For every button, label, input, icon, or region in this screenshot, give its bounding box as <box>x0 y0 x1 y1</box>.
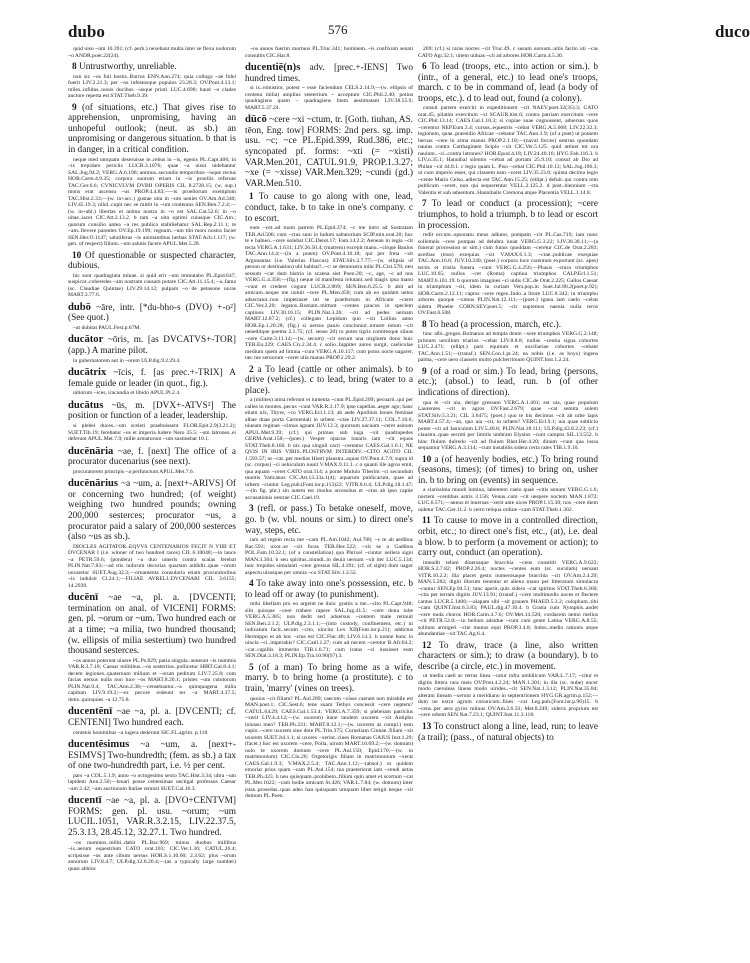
sense-definition <box>245 365 413 397</box>
headword: ducātrix <box>68 367 107 379</box>
entry-definition: ~a ~um, a. [next+-ESIMVS] Two-hundredth; (fem. as sb.) a tax of one two-hundredth part, i.e. ½ per cent. <box>68 740 236 772</box>
sense-definition <box>245 504 413 536</box>
sense-definition <box>418 722 598 743</box>
citation-text: ~os annos fuerim mortuos PL.Truc.341; hominem..~is confixum senati consultis CIC.Har.8. <box>245 46 413 59</box>
sense-text: To cause to go along with one, lead, conduct, take. b to take in one's company. c to escort. <box>245 192 413 224</box>
citation-text: qua te ~cit uia, derige gressum VERG.A.1.401; est uia, quae populum Laurentes ~cit in agros OV.Fast.2.679; quae ~cat semita solem STAT.Silv.5.3.21; CIL 3.6475; (poet.) quo te bis decimus ~cit ab urbe lapis MART.4.57.4;—an, quo uia ~cit, in urbem? VERG.Ecl.9.1; uia quae sublicio ponte ~cit ad Ianiculum LIV.5.40.8; PLIN.Nat.18.111; ULP.dig.43.8.2.23; (cf.) claustra..quae secreti per limitis umbram Elysios ~cunt campos SIL.13.552. b hinc fluium dulredo ~cit ad fluium Rhet.Her.4.20; dinum ~cunt qua iussa sequamur VERG.A.3.114; ~cunt instabilis sidera certa rates TIB.1.9.10. <box>418 399 598 452</box>
citation-text: neque med umquam deseruisse te..rebus in ~is, egenis PL.Capt.406; in ~is trepidare periclis LUCR.3.1076; quae ~a uisui uidebantur SAL.Jug.94.2; VERG.A.6.196; animus..secundis temporibus ~isque rectus HOR.Carm.4.9.35; corpora suorum etiam in ~is proeliis referunt TAC.Ger.6.6; CVNICVLVM DVBII OPERIS CIL 8.2728.15; (w. sup.) mons erat ascensu ~us PROP.4.4.83;—~is proeliorum exemplum TAC.Hist.2.33;—(w. in+acc.) gustae uita in ~um ueniet OV.Am.Ad.340; LIV.45.19.3; nihil..cupit nec se mittit in ~um contentus SEN.Ben.7.2.4;—(w. in+abl.) libertas et anima nostra in ~o est SAL.Cat.52.6; in ~o uitae..iacet CIC.Att.2.13.2. b tam ~a uita optimi cuiusque CIC.Am.; quorum consilio antea ~a res publica stabiliebatur SAL.Rep.2.11.1; te ~am..flevere parentes OV.Ep.19.199; regnum..~um tibi mors nostra faciet SEN.Her.O.1147; salutiferas ~is animantibus herbas STAT.Ach.1.117; (w. gen. of respect) filium..~um salutis facere APUL.Met.5.28. <box>68 156 236 248</box>
sense-text: Untrustworthy, unreliable. <box>78 62 177 72</box>
citation-text: consul partem exerciti in expeditionem ~cit NAEV.poet.32(35).3; CATO orat.45; pilatim exercitum ~xi SCAUR.hist.6; contra patriam exercitum ~cere CIC.Phil.13.14; CAES.Gal.1.10.3; si copiae suae cognossent, aduersus quos ~cerentur NEP.Eum.3.4; cursus..equestris ~cebat VERG.A.5.668; LIV.22.32.3; legionem, quae..praesidio Africae ~cebatur TAC.Ann.3.9; (of a poet) ut possem heroas ~cere in arma manus PROP.2.1.18;—(naval forces) uestrus quondam nautas contra Carthaginem Scipio ~xit CIC.Ver.5.125. quid attinet tot ora nauium..~ci..contra latrones? HOR.Epod.4.18; LIV.24.40.16; HYG.Fab.116.3. b LIV.n.35.1; Hannibal silentio ~cebat ad portam 25.9.10; consul ab Dio ad Philan ~cit 44.8.1. c legio quam L. Piso ~cebat CIC.Phil.10.13; SAL.Jug.106.3; ut cum imperio esset, qui classem eam ~ceret LIV.35.23.6; quinta decima legio ~cente Mario Celso..adiecta est TAC.Ann.15.25; (ellipt.) defuit..qui contra rem publicam ~ceret, non qui sequerentur VELL.2.125.2. d post..biennium ~cta Valentia et sub aduentum..Hannibalis Cremona atque Placentia VELL.1.14.8. <box>418 105 598 196</box>
sense-text: To lead or conduct (a procession); ~cere triumphos, to hold a triumph. b to lead or escort in procession. <box>418 199 598 231</box>
page-number: 576 <box>328 22 348 37</box>
citation-text: quid uisu ~um 10.391; (cf. perh.) nexebant multa inter se flexu nodorum ~o ANDR.poet.22(24). <box>68 46 236 59</box>
headword: dubō <box>68 301 91 313</box>
citation-text: quoius ~cit filiam? PL.Aul.289; caecum ~xisse caeram non mirabile est MAN.poet.1; CIC.Sest.6; tene suam Tethys concessit ~cere neptem? CATUL.64.29; CAES.Gal.1.53.4; VERG.A.7.359; si plebeiam patricius ~xerit LIV.4.4.12;—(w. uxorem) itane tandem uxorem ~xit Antipho iniussu meo? TER.Ph.231; MART.8.12.1;—(w. uxorem as compl.) eam cupio..~cere uxorem sine dote PL.Trin.375; Corneliam Cinnae..filiam ~xit uxorem SUET.Jul.1.1; si uxores ~xerint..ciues Romanas GAIUS Inst.1.29; (facet.) hoc est uxorem ~cere, Polla, uirum MART.10.69.2;—(w. domum) uolo te uxorem domum ~cere PL.Aul.150; Epid.170;—(w. in matrimonium) CIC.Clu.26; Orgetorigis filiam in matrimonium ~xerat CAES.Gal.1.9.3; V.MAX.2.5.4; TAC.Ann.1.12;—(absol.) ut quidem emoriar prius quam ~cam PL.Aul.154; tua praeterierat iam ~cendi aetas TER.Ph.423. b neu quisquam..prohibeto..filium quin amet et scortum ~cat PL.Mer.1022; ~cam hodie amicam St.426; VAR.L.7.84; (w. domum) inter istas..prosedas..quas adeo hau quisquam umquam liber tetigit neque ~xit domum PL.Poen. <box>245 695 413 800</box>
columns <box>68 46 750 963</box>
dictionary-entry <box>245 115 413 189</box>
citation-text: hinc albi..greges..Romanos ad templa deum ~xere triumphos VERG.G.2.148; primum uexillum triarios ~cebat LIV.8.8.8; nullas ~centia signa cohortes LUC.2.471; (ellipt.) pars equitum et auxiliariae cohortes ~cebant TAC.Ann.1.51;—(transf.) SEN.Con.1.pr.24; ea nobis (i.e. as boys) ingens palma, ~cere uero classem multo pulcherrimum QUINT.Inst.1.2.24. <box>418 331 598 364</box>
headword: ducentī <box>68 795 102 807</box>
dictionary-entry <box>68 593 236 657</box>
citation-text: redit eccum..opsonatu meus adiutor, pompam ~cit PL.Cas.719; iam nunc sollemnis ~cere pompas ad delubra iuuat VERG.G.3.22; LIV.30.38.11;—(a funeral procession or sim.) cum funus quoddam ~ceretur CIC.de Orat.2.283; acerbas (eius) exequias ~xit V.MAX.6.1.3; ~ctae..publicae exequiae TAC.Ann.16.6; JUV.10.240; (poet.) corpora luce carentum exportant (sc. apes) tectis et tristia funera ~cunt VERG.G.4.256;—Phasis ~ctura triumphos LUC.10.65; nullos ~cet (Roma) captiua triumphos CALP.Ecl.1.51; MART.6.101.19. b quorum imagines ~ci uidis CIC.de Orat.2.225; Gallos Caesar in triumphum ~cit, idem in curiam Vers.pop.in Suet.Jul.80.2(poet.p.92); HOR.Carm.2.12.11; captos ~cere reges..Indo..a litore LUC.8.342; in triumpho arbores quoque ~ximus PLIN.Nat.12.111;—(poet.) ignea iam caelo ~cebat sidera Phoebe CORN.SEV.poet.5; ~cit supremos naenia nulla teros OV.Fast.6.508. <box>418 232 598 317</box>
citation-text: ~os nummos..militi..dabit PL.Bac.969; minus duobus millibus ~is..aerum equestrium CATO orat.103; CIC.Ver.1.36; CATUL.26.4; scripsisse ~os ante cibum uersus HOR.S.1.10.60; 2.3.62; plus ~orum annorum LIV.8.4.7; ULP.dig.12.6.26.4;—(as a typically large number) quasi abhinc <box>68 839 236 872</box>
citation-text: pars ~a COL.5.1.9; anno ~o octogesimo sexto TAC.Hist.3.34; ultra ~um lapidem Ann.2.50;—leuari posse centesimae uectigal professus Caesar ~am 2.42; ~am auctionum Italiae remisit SUET.Cal.16.3. <box>68 772 236 792</box>
sense-number: 12 <box>422 640 432 651</box>
citation-text: hic sunt quadraginta minae. si quid erit ~um immutabo PL.Epid.647; suspicor..coheredes ~am nostram causam putare CIC.Att.11.15.4; ~a..fama (sc. Claudiae Quintae) LIV.29.14.12; pulpam ~o de petasone uoras MART.3.77.6. <box>68 272 236 299</box>
sense-number: 13 <box>422 721 432 732</box>
headword: ducentiē(n)s <box>245 62 301 73</box>
headword: ducentēsimus <box>68 739 130 750</box>
citation-text: procuratorem principis ~a perfunctum APUL.Met.7.6. <box>73 468 195 475</box>
sense-number: 5 <box>249 662 254 673</box>
sense-number: 10 <box>422 454 432 465</box>
headword: ducēnāria <box>68 445 114 457</box>
citation-text: eum ~cet..ad tuom patrem PL.Epid.374; ~c me intro ad Sostratam TER.Ad.506; cum ~ctus sum in ludum saltatorium SCIP.min.orat.20; huc te e balneo..~cere uolebat CIC.Deiot.17; Fam.14.2.2; Aenean in regia ~cit tecta VERG.A.1.631; LIV.26.50.4; (matrem) excepit manu..~citque Baulos TAC.Ann.14.4;—(in a poem) OV.Pont.4.16.18; qui per freta ~xit Argonautas (i.e. Valerius Flaccus) STAT.Silv.2.7.77;—(w. ellipsis of person or destination) ubi habitat?..~c: se demonstra mihi PL.Cist.578; neu sessum ~cat dum histrio in scaena siet Poen.20; ~c, age, ~c ad nos VERG.G.4.358;—(fig.) neque id manifesta relutant..sed magis ipsa manu ~cunt et credere cogunt LUCR.2.869; SEN.Ben.6.25.5. b abit ad amicam..neque me uoluit ~cere PL.Men.450; cum ab eo quidam uetus adsectator..non impetrazet uti se praefectum in Africam ~ceret CIC.Ver.2.20; legatos..Romam..mittunt ~centes paucos in speciem captiuos LIV.30.16.15; PLIN.Nat.3.26; ~cit ad pedes uernam MART.12.87.2; (cf.) collegam Lepidum quo ~xit Lollius anno HOR.Ep.1.20.28; (fig.) si uersus paulo concinnior..intuste totum ~cit ueneditque poema 2.1.75; (cf. sense 20) tu potes tigris comitesque siluas ~cere Carm.3.11.14;—(w. secum) ~cit secum una uirginem dono huic TER.Eu.229; CAES.Civ.2.34.4. c solio..Iuppiter aureo surgit, caelicolae medium quem ad limina ~cunt VERG.A.10.117; cum potus nocte uagarer, nec me seruorum ~ceret ulla manus PROP.2.29.2. <box>245 225 413 362</box>
citation-text: non sic ~os fuit hostis..Burrus ENN.Ann.274; quia colloga ~ae fidei fuerit LIV.2.21.3; per ~os infestosque populos 23.28.3; OV.Pont.4.13.1; miles..infidus..nouis ducibus ~usque priori LUC.4.698; baud ~o clades auctore reperta est STAT.Theb.9.39. <box>68 73 236 100</box>
entry-definition: ~ae ~a, pl. a. [DVCENTI; termination on anal. of VICENI] FORMS: gen. pl. ~orum or ~um. Two hundred each or at a time; ~a milia, two hundred thousand; (w. ellipsis of milia sestertium) two hundred thousand sesterces. <box>68 593 236 657</box>
sense-text: To draw, trace (a line, also written characters or sim.); to draw (a boundary). b to describe (a circle, etc.) in movement. <box>418 640 598 672</box>
sense-definition <box>418 455 598 487</box>
sense-definition <box>245 663 413 695</box>
sense-definition <box>245 579 413 600</box>
sense-text: To cause to move in a controlled direction, orbit, etc.; to direct one's fist, etc., (at), i.e. deal a blow. b to perform (a movement or action); to carry out, conduct (an operation). <box>418 516 598 559</box>
entry-definition: ~īcis, f. [as prec.+-TRIX] A female guide or leader (in quot., fig.). <box>68 368 236 389</box>
entry-definition: ~a ~um, a. [next+-ARIVS] Of or concerning two hundred; (of weight) weighing two hundred pounds; owning 200,000 sesterces; procurator ~us, a procurator paid a salary of 200,000 sesterces (also ~us as sb.). <box>68 479 236 543</box>
citation-text: ~os annos poterunt uiuere PL.Ps.829; paria singula..ueneunt ~is nummis VAR.R.3.7.10; Caesar militibus..~os sestertios..pollicetur HIRT.Gal.8.4.1; decem legiones..quaternum milium et ~orum peditum LIV.7.25.8; cum facias uersus nulla non luce ~os MART.8.20.1; pristes ~um cubitorum PLIN.Nat.9.4; TAC.Ann.2.38;—censebantur..~a quinquagena milia capitum LIV.9.19.2;—ex pecore redeunt ter ~a MART.4.37.5; dotis..quinquies ~a 12.75.8. <box>68 657 236 703</box>
sense-definition <box>418 62 598 104</box>
column-middle <box>245 46 413 963</box>
sense-number: 10 <box>72 250 82 261</box>
sense-definition <box>418 320 598 331</box>
sense-number: 4 <box>249 579 254 590</box>
sense-definition <box>68 251 236 272</box>
sense-text: To lead (troops, etc., into action or sim.). b (intr., of a general, etc.) to lead one's troops, march. c to be in command of, lead (a body of troops, etc.). d to lead out, found (a colony). <box>418 62 598 104</box>
headword: ducēnī <box>68 592 99 604</box>
column-left <box>68 46 236 963</box>
sense-definition <box>245 192 413 224</box>
sense-number: 7 <box>422 199 427 210</box>
column-right <box>418 46 598 963</box>
headword: ducātor <box>68 334 104 346</box>
entry-definition: ~ae ~a, pl. a. [DVCENTI; cf. CENTENI] Two hundred each. <box>68 707 236 728</box>
headword: dūcō <box>245 114 267 126</box>
sense-text: (of situations, etc.) That gives rise to apprehension, unpromising, having an unhopeful outlook; (neut. as sb.) an unpromising or dangerous situation. b that is in danger, in a critical condition. <box>68 102 236 155</box>
sense-text: (of a road or sim.) To lead, bring (persons, etc.); (absol.) to lead, run. b (of other indications of direction). <box>418 366 598 398</box>
sense-number: 9 <box>72 102 77 113</box>
dictionary-entry <box>68 707 236 728</box>
sense-definition <box>68 103 236 156</box>
sense-text: To construct along a line, lead, run; to leave (a trail); (pass., of natural objects) to <box>418 721 598 743</box>
dictionary-entry <box>68 368 236 389</box>
sense-number: 8 <box>422 319 427 330</box>
entry-definition: adv. [prec.+-IENS] Two hundred times. <box>245 63 413 84</box>
sense-number: 6 <box>422 62 427 72</box>
dictionary-entry <box>68 447 236 468</box>
sense-definition <box>68 62 236 73</box>
sense-text: (of a man) To bring home as a wife, marry. b to bring home (a prostitute). c to train, 'marry' (vines on trees). <box>245 662 413 695</box>
sense-text: To head (a procession, march, etc.). <box>428 319 562 330</box>
dictionary-entry <box>68 479 236 543</box>
sense-text: (refl. or pass.) To betake oneself, move, go. b (w. vbl. nouns or sim.) to direct one's way, steps, etc. <box>245 504 413 536</box>
running-head <box>68 22 750 42</box>
citation-text: si plebei duces..~um sceleri praebuissent FLOR.Epit.2.9(3.21.2); SUET.Tib.19; ferebatur ~us et imperia ludere Nero 35.5; ~um latrones..ei deferunt APUL.Met.7.9; mille armatorum ~um sustinebat 10.1. <box>68 423 236 442</box>
entry-definition: ~cere ~xi ~ctum, tr. [Goth. tiuhan, AS. tēon, Eng. tow] FORMS: 2nd pers. sg. imp. usu. ~c; ~ce PL.Epid.399, Rud.386, etc.; syncopated pf. forms: ~xti (= ~xisti) VAR.Men.201, CATUL.91.9, PROP.1.3.27; ~xe (= ~xisse) VAR.Men.329; ~cundi (gd.) VAR.Men.510. <box>245 115 413 189</box>
sense-text: a (of heavenly bodies, etc.) To bring round (seasons, times); (of times) to bring on, usher in. b to bring on (events) in sequence. <box>418 454 598 486</box>
sense-definition <box>418 367 598 399</box>
citation-text: intendit telum diuersaque bracchia ~cens constitit VERG.A.9.623; HOR.S.2.7.82; PROP.2.26.4; noctes ~centes eum (sc. suculam) uersant VITR.10.2.2; illa placet gestu numerosaque bracchia ~cit OV.Am.2.4.29; MAN.5.282; digiti illorum tenentur et aliena manu per litterarum simulacra ~cuntur SEN.Ep.94.51; tunc aperit..quis sidera ~cat spiritus STAT.Theb.6.360; ~ctis per terram digitis JUV.13.91; (transf.) ~cere multimodis uoces et flectere cantus LUCR.5.1406;—alapam sibi ~sit grauem PHAED.5.3.2; colophum..tibi ~cam QUINT.Inst.6.3.83; PAUL.dig.47.10.4. b Gratia cum Nymphis..andet ~cere nuda choros HOR.Carm.4.7.6; OV.Met.14.520; cordacem nemo melius ~cit PETR.52.8;—in bellum adsidue ~cunt cum gente Latina VERG.A.8.55; solitum armigeri ~cite munus equi PROP.3.4.8; Indos..medio rationis atque abundantiae ~xit TAC.Ag.6.4. <box>418 559 598 638</box>
sense-number: 2 <box>249 364 254 375</box>
left-guideword: dubo <box>68 22 105 41</box>
citation-text: si is..robustior, potest ~ esse faciendum CELS.2.14.9;—(w. ellipsis of centena milia) amplius sestertium ~ acceptum CIC.Phil.2.40; potius quadragiens quam ~ quadragiens litem aestimatam LIV.38.55.9; MART.5.37.24. <box>245 85 413 111</box>
citation-text: uitiorum ~ices, iracundia et libido APUL.Pl.2.4. <box>73 390 181 397</box>
citation-text: ut media caeli ac terras linea ~catur infra umbilicum VAR.L.7.17; ~citur et digitis littera rara meis OV.Pont.4.2.24; MAN.1.301; in illa (sc. nube) uncer modo caeruleas lineas modo uirides..~cit SEN.Nat.1.3.12; PLIN.Nat.35.84; alteram lineam ~xerunt a meridiano in septentrionem HYG.GR.agrim.p.152;—dum ne extra agrum colonicum..fines ~cat Leg.pub.(Font.iur.p.96)15. b ~cens..per aera gyros miluus OV.Am.2.6.33; Met.8.249; sideris proprium est ~cere orbem SEN.Nat.7.23.1; QUINT.Inst.11.3.118. <box>418 673 598 719</box>
citation-text: DIOCLES AGITATOR..EQVVS CENTENARIOS FECIT N VIIII ET DVCENAR I (i.e. winner of two hundred races) CIL 6.10048;—in lance ~a PETR.59.6; (pondera) ~a duo umeris contra scalas ferebat PLIN.Nat.7.83;—ad tris iudicum decurias quartam addidit..quae ~orum uocaretur SUET.Aug.32.3;—ornamenta consularia etiam procuratoribus ~is indulsit Cl.24.1;—FILIAE AVRELI..DVCENARI CIL 3.6155; 14.2939. <box>68 543 236 589</box>
entry-definition: ~ae, f. [next] The office of a procurator ducenarius (see next). <box>68 446 236 468</box>
sense-definition <box>418 516 598 558</box>
entry-definition: ~ae ~a, pl. a. [DVO+CENTVM] FORMS: gen. pl. usu. ~orum; ~um LUCIL.1051, VAR.R.3.2.15, LIV.22.37.5, 25.3.13, 28.45.12, 32.27.1. Two hundred. <box>68 796 236 839</box>
sense-number: 1 <box>249 192 254 203</box>
right-guideword: duco <box>715 22 750 41</box>
sense-definition <box>418 641 598 673</box>
citation-text: 269; (cf.) si raras noctes ~cit Truc.49. c susum uorsum..uitis facito uti ~cas CATO Agr.32.1; uitem uiduas ~cit ad arbores HOR.Carm.4.5.30. <box>418 46 598 59</box>
sense-text: Of questionable or suspected character, dubious. <box>68 250 236 272</box>
headword: ducēnārius <box>68 478 119 490</box>
dictionary-entry <box>68 303 236 324</box>
sense-number: 11 <box>422 516 431 527</box>
sense-number: 9 <box>422 366 427 377</box>
sense-definition <box>418 199 598 231</box>
citation-text: centenis hominibus ~a iugera dederunt SIC.FL.agrim. p.118. <box>73 729 209 736</box>
entry-definition: ~ōris, m. [as DVCATVS+-TOR] (app.) A marine pilot. <box>68 335 236 357</box>
sense-number: 3 <box>249 504 254 515</box>
dictionary-entry <box>68 401 236 422</box>
dictionary-entry <box>245 63 413 84</box>
sense-number: 8 <box>72 62 77 72</box>
sense-text: To take away into one's possession, etc. b to lead off or away (to punishment). <box>245 579 413 600</box>
dictionary-entry <box>68 796 236 838</box>
entry-definition: ~ūs, m. [DVX+-ATVS²] The position or function of a leader, leadership. <box>68 400 236 422</box>
dictionary-entry <box>68 335 236 356</box>
entry-definition: ~āre, intr. [*du-bho-s (DVO) +-o²] (See quot.) <box>68 302 236 324</box>
sense-text: a To lead (cattle or other animals). b to drive (vehicles). c to lead, bring (water to a place). <box>245 364 413 396</box>
citation-text: in gubernatorem aut in ~orem ULP.dig.9.2.29.4. <box>73 357 181 364</box>
citation-text: a (milites) arma referunt et iumenta ~cunt PL.Epid.209; pecuarii..qui per calles in montes..pecus ~cunt VAR.R.3.17.9; ipse capellas..aeger ago; hanc etiam uix, Tityre, ~co VERG.Ecl.1.13; ab aede Apollinis boues feminae albae duae porta Carmentali in urbem ~ctae LIV.27.37.11; COL.7.10.6; niueam reginae ~cimus agnam JUV.12.3; quorsum uacuum ~ceret asinum APUL.Met.9.39; (cf.) qui primus sub iuga ~xit quadrupedes GERM.Arat.158;—(poet.) Vesper opacus lunaris iam ~cit equos STAT.Theb.8.160. b uix qua singuli carri ~cerentur CAES.Gal.1.6.1; NE QVIS IN IRIS VIRIS..PLOSTRVM INTERDIV..~CITO AGITO CIL 1.593.57; ut ~cat..per medias Histri plaustra..aquas OV.Pont.4.7.9; supra id (sc. corpus) ~ci uehiculum iussit V.MAX.9.11.1. c o quanti ille agros emit, qua aquam ~ceret CATO orat.114; a ponte Muluio Tiberim ~ci secundum montis Vaticanos CIC.Att.13.33a.1(4); aquarum publicarum, quae ad urbem ~cuntur Leg.pub.(Font.iur.p.113)22; VITR.8.6.4; ULP.dig.18.1.47;—(in fig. phr.) sin autem est riuolus arcessitus et ~ctus ab ipso capite accusationis uestrae CIC.Cael.19. <box>245 397 413 501</box>
headword: ducātus <box>68 399 104 411</box>
dictionary-entry <box>68 740 236 772</box>
citation-text: a clarissima mundi lumina, labentem caelo quae ~citis annum VERG.G.1.6; noctem ~centibus astris 3.156; Venus..cum ~cit uespere noctem MAN.1.872; LUC.6.571;—annus et inuersas ~xerit ante uices PROP.1.15.30; nox ~cere diem uidetur TAC.Ger.11.2. b certo reliqua ordine ~cam STAT.Theb.1.302. <box>418 487 598 513</box>
headword: ducentēnī <box>68 706 113 718</box>
citation-text: iam ad regem recta me ~cam PL.Am.1042; Aul.708; ~c te ab aedibus Bac.593; uxor..se ~xit foras TER.Hec.522; ~xit se a Gadibus POL.Fam.10.32.1; (of a constellation) qua Phrixei ~cuntur uellera signi MAN.3.304. b seu spiritus..mundi..in deuia uersum ~xit iter LUC.5.134; huic trepidos simulanti ~cere gressus SIL.4.391; (cf. of sight) dum uagor aspectu uisusque per omnia ~co STAT.Silv.1.3.52. <box>245 537 413 576</box>
citation-text: ~at dubitat PAUL.Fest.p.67M. <box>73 324 141 331</box>
citation-text: mihi libellam pro eo argenti ne duis: gratiis a me..~cito PL.Capt.948; sibi quisque ~cere trahere rapere SAL.Jug.41.5; ~cere dona iube VERG.A.5.385; non dedit sed aduersus ~centem male retinuit SEN.Ben.2.1.2; ULP.dig.2.3.1.1;—(into custody, confinement, etc.) ni iudicatum facit..secum ~cito, uincito Lex XII(Font.iur.p.21); addictus Hermippo et ab hoc ~ctus est CIC.Flac.48; LIV.6.14.3. b nonne hunc in uincla ~ci..imperabis? CIC.Catil.1.27; cum ad necem ~ceretur B.Afr.64.2; ~car..capillis immerito TIB.1.6.71; cum iratus ~ci iussisset eum SEN.Dial.3.18.3; PLIN.Ep.Tra.10.96(97).3. <box>245 601 413 660</box>
